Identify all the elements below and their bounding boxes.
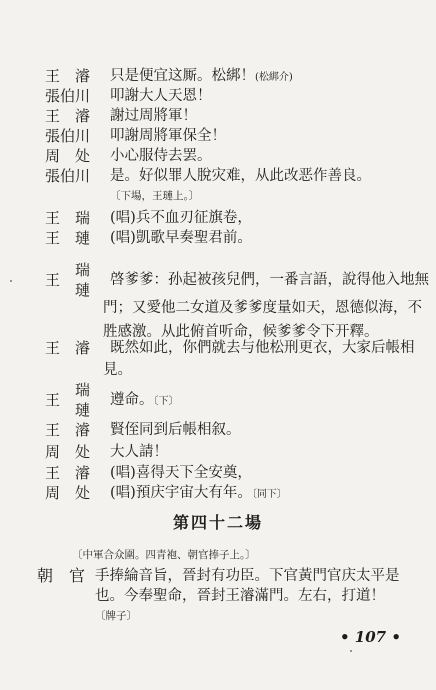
line-text: 既然如此，你們就去与他松刑更衣，大家后帳相 xyxy=(110,340,415,356)
line-text: (唱)預庆宇宙大有年。〔同下〕 xyxy=(110,485,287,501)
speaker: 張伯川 xyxy=(45,127,91,145)
stage-note: 〔同下〕 xyxy=(251,489,287,500)
line-continuation: 也。今奉聖命，晉封王濬滿門。左右，打道！ xyxy=(95,588,385,604)
speaker: 王 濬 xyxy=(45,107,91,125)
stage-note: 〔下〕 xyxy=(153,396,179,407)
line-text: 謝过周將軍！ xyxy=(110,108,197,124)
line-text: 是。好似罪人脫灾难，从此改恶作善良。 xyxy=(110,168,371,184)
book-page: 王 濬 只是便宜这厮。松綁！(松綁介) 張伯川 叩謝大人天恩！ 王 濬 謝过周將軍！ 張伯川 叩謝周將軍保全！ 周 处 小心服侍去罢。 張伯川 是。好似罪人脫灾难，从此改恶作善良。 〔下場，王璉上。〕 王 瑞 (唱)兵不血刃征旗卷， 王 璉 (唱)凱歌早奏聖君前。 王 瑞 璉 啓爹爹：孙起被孩兒們，一番言語，說得他入地無 門；又愛他二女道及爹爹度量如天，恩德似海，不 胜感激。从此俯首听命，候爹爹令下开釋。 王 濬 既然如此，你們就去与他松刑更衣，大家后帳相 見。 王 瑞 璉 遵命。〔下〕 王 濬 賢侄同到后帳相叙。 周 处 大人請！ 王 濬 (唱)喜得天下全安奠， 周 处 (唱)預庆宇宙大有年。〔同下〕 第四十二場 〔中軍合众圍。四青袍、朝官捧子上。〕 朝 官 手捧綸音旨，晉封有功臣。下官黃門官庆太平是 也。今奉聖命，晉封王濬滿門。左右，打道！ 〔牌子〕 • 107 • xyxy=(0,0,436,690)
line-text: (唱)兵不血刃征旗卷， xyxy=(110,210,252,226)
line-text: 小心服侍去罢。 xyxy=(110,148,212,164)
speaker: 王 璉 xyxy=(45,229,91,247)
speaker: 張伯川 xyxy=(45,167,91,185)
speaker: 周 处 xyxy=(45,443,91,461)
line-text: 只是便宜这厮。松綁！(松綁介) xyxy=(110,68,293,84)
speaker: 周 处 xyxy=(45,484,91,502)
scene-title: 第四十二場 xyxy=(172,513,263,532)
speaker: 王 瑞 xyxy=(45,209,91,227)
line-continuation: 門；又愛他二女道及爹爹度量如天，恩德似海，不 xyxy=(103,300,422,316)
line-text: 遵命。〔下〕 xyxy=(110,392,179,408)
line-text: 賢侄同到后帳相叙。 xyxy=(110,422,241,438)
paper-speck xyxy=(350,650,352,652)
line-text: 大人請！ xyxy=(110,444,168,460)
speaker: 王 濬 xyxy=(45,464,91,482)
line-text: 叩謝周將軍保全！ xyxy=(110,128,226,144)
line-continuation: 胜感激。从此俯首听命，候爹爹令下开釋。 xyxy=(103,324,379,340)
line-text: 叩謝大人天恩！ xyxy=(110,88,212,104)
line-text: (唱)凱歌早奏聖君前。 xyxy=(110,230,252,246)
speaker: 周 处 xyxy=(45,147,91,165)
speaker: 張伯川 xyxy=(45,87,91,105)
line-text: (唱)喜得天下全安奠， xyxy=(110,465,252,481)
stage-note: (松綁介) xyxy=(255,72,293,83)
paper-speck xyxy=(10,280,12,282)
speaker: 王 濬 xyxy=(45,339,91,357)
line-text: 手捧綸音旨，晉封有功臣。下官黃門官庆太平是 xyxy=(95,568,400,584)
speaker: 王 濬 xyxy=(45,421,91,439)
line-continuation: 見。 xyxy=(103,362,132,378)
line-text: 啓爹爹：孙起被孩兒們，一番言語，說得他入地無 xyxy=(110,272,429,288)
page-number: • 107 • xyxy=(340,628,401,646)
speaker: 朝 官 xyxy=(37,566,86,585)
